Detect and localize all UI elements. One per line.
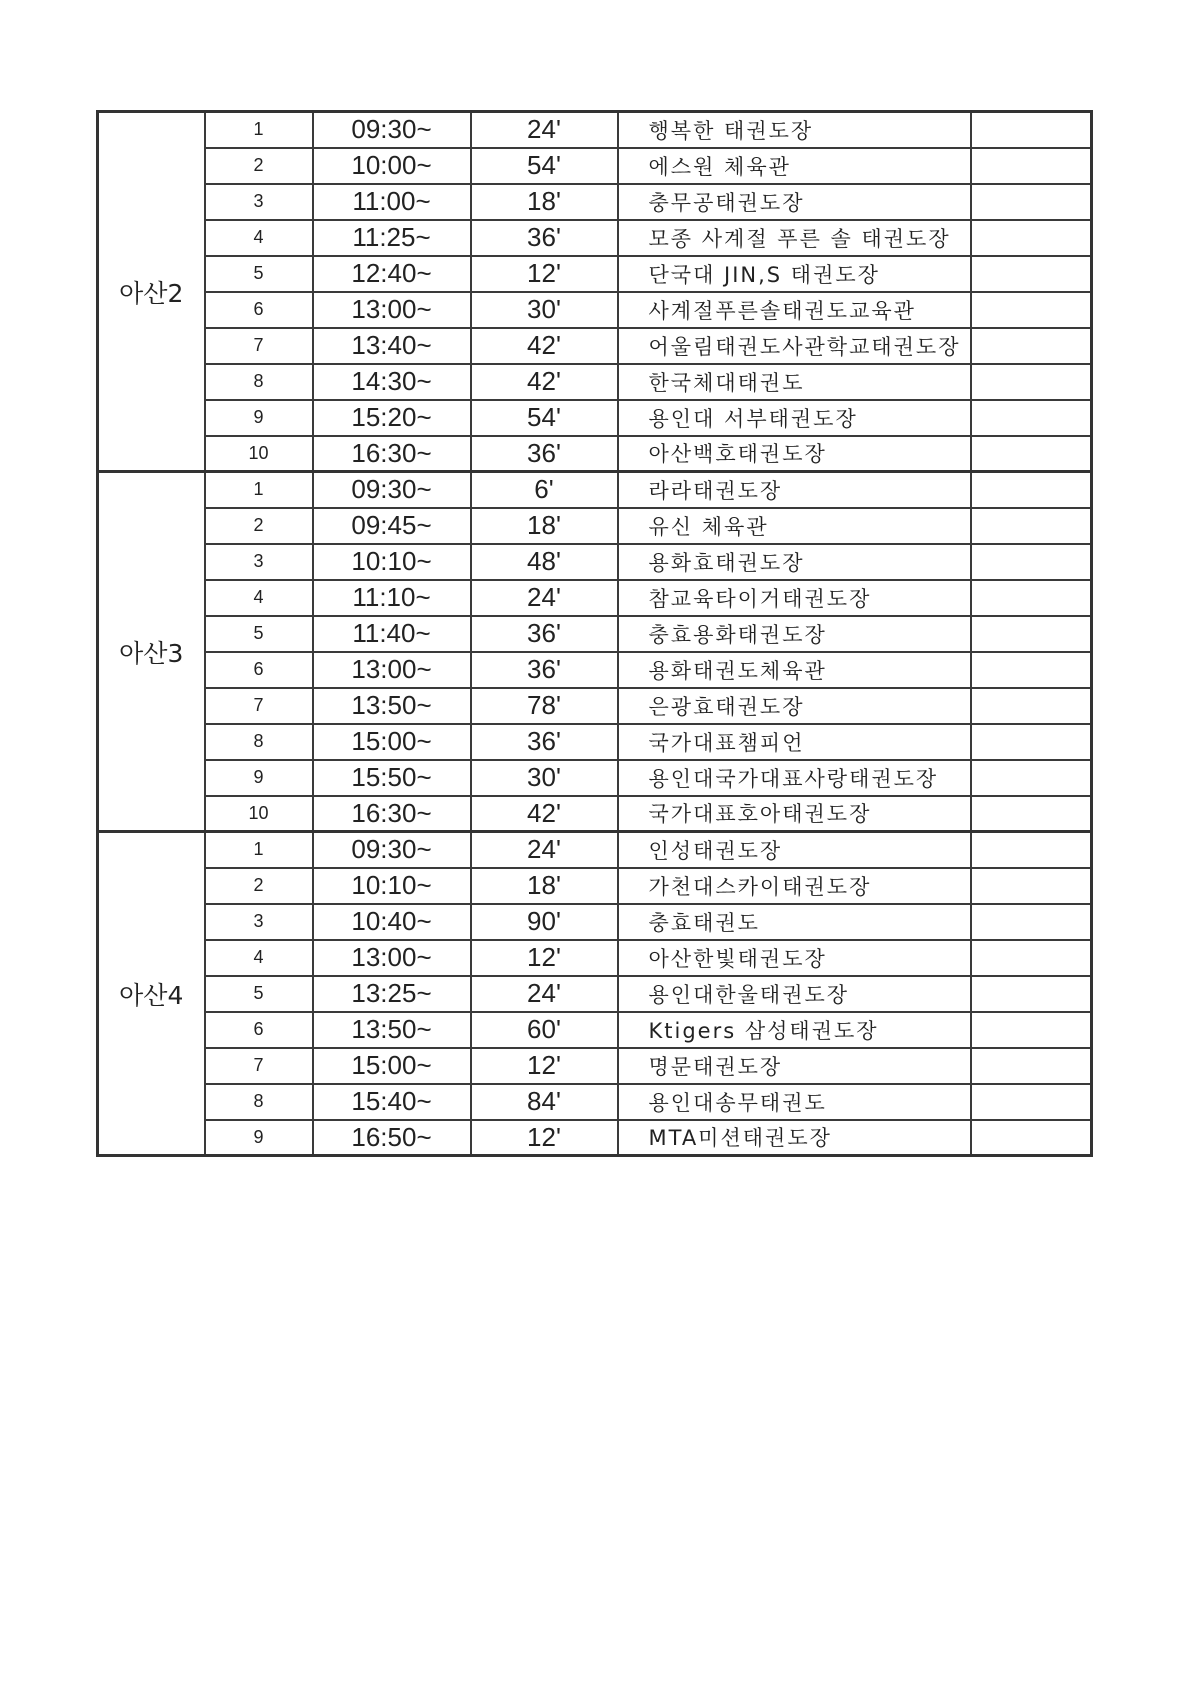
duration: 42' <box>471 796 618 832</box>
table-row <box>98 688 1092 724</box>
start-time: 09:30~ <box>313 472 471 508</box>
table-row <box>98 508 1092 544</box>
start-time: 13:50~ <box>313 1012 471 1048</box>
entry-number: 5 <box>205 616 313 652</box>
dojang-name: 행복한 태권도장 <box>618 112 971 148</box>
duration: 12' <box>471 940 618 976</box>
dojang-name: MTA미션태권도장 <box>618 1120 971 1156</box>
dojang-name: 단국대 JIN,S 태권도장 <box>618 256 971 292</box>
entry-number: 2 <box>205 868 313 904</box>
table-row <box>98 436 1092 472</box>
duration: 54' <box>471 400 618 436</box>
table-row <box>98 112 1092 148</box>
dojang-name: 용화태권도체육관 <box>618 652 971 688</box>
dojang-name: 사계절푸른솔태권도교육관 <box>618 292 971 328</box>
note-cell <box>971 220 1092 256</box>
entry-number: 8 <box>205 724 313 760</box>
dojang-name: 아산한빛태권도장 <box>618 940 971 976</box>
table-row <box>98 328 1092 364</box>
dojang-name: 유신 체육관 <box>618 508 971 544</box>
table-row <box>98 652 1092 688</box>
start-time: 13:00~ <box>313 292 471 328</box>
entry-number: 1 <box>205 472 313 508</box>
note-cell <box>971 616 1092 652</box>
start-time: 13:50~ <box>313 688 471 724</box>
note-cell <box>971 976 1092 1012</box>
dojang-name: 가천대스카이태권도장 <box>618 868 971 904</box>
start-time: 12:40~ <box>313 256 471 292</box>
duration: 30' <box>471 292 618 328</box>
duration: 12' <box>471 1048 618 1084</box>
entry-number: 3 <box>205 184 313 220</box>
entry-number: 6 <box>205 292 313 328</box>
duration: 24' <box>471 832 618 868</box>
dojang-name: 용인대 서부태권도장 <box>618 400 971 436</box>
dojang-name: 어울림태권도사관학교태권도장 <box>618 328 971 364</box>
table-row <box>98 1120 1092 1156</box>
table-row <box>98 148 1092 184</box>
start-time: 16:50~ <box>313 1120 471 1156</box>
duration: 18' <box>471 184 618 220</box>
start-time: 10:10~ <box>313 868 471 904</box>
duration: 42' <box>471 364 618 400</box>
note-cell <box>971 652 1092 688</box>
note-cell <box>971 544 1092 580</box>
duration: 36' <box>471 724 618 760</box>
note-cell <box>971 688 1092 724</box>
entry-number: 7 <box>205 1048 313 1084</box>
start-time: 16:30~ <box>313 796 471 832</box>
dojang-name: 에스원 체육관 <box>618 148 971 184</box>
duration: 60' <box>471 1012 618 1048</box>
group-label: 아산4 <box>98 832 205 1156</box>
table-row <box>98 364 1092 400</box>
start-time: 16:30~ <box>313 436 471 472</box>
start-time: 13:40~ <box>313 328 471 364</box>
start-time: 10:00~ <box>313 148 471 184</box>
start-time: 10:40~ <box>313 904 471 940</box>
entry-number: 4 <box>205 220 313 256</box>
dojang-name: 라라태권도장 <box>618 472 971 508</box>
entry-number: 9 <box>205 400 313 436</box>
note-cell <box>971 328 1092 364</box>
note-cell <box>971 1120 1092 1156</box>
duration: 24' <box>471 580 618 616</box>
note-cell <box>971 256 1092 292</box>
dojang-name: 용인대송무태권도 <box>618 1084 971 1120</box>
start-time: 15:20~ <box>313 400 471 436</box>
dojang-name: 국가대표챔피언 <box>618 724 971 760</box>
dojang-name: 은광효태권도장 <box>618 688 971 724</box>
start-time: 13:25~ <box>313 976 471 1012</box>
entry-number: 6 <box>205 1012 313 1048</box>
entry-number: 7 <box>205 328 313 364</box>
note-cell <box>971 508 1092 544</box>
entry-number: 3 <box>205 544 313 580</box>
table-row <box>98 832 1092 868</box>
note-cell <box>971 1012 1092 1048</box>
note-cell <box>971 472 1092 508</box>
entry-number: 7 <box>205 688 313 724</box>
table-row <box>98 580 1092 616</box>
entry-number: 4 <box>205 940 313 976</box>
entry-number: 2 <box>205 148 313 184</box>
duration: 90' <box>471 904 618 940</box>
table-row <box>98 976 1092 1012</box>
start-time: 11:40~ <box>313 616 471 652</box>
duration: 42' <box>471 328 618 364</box>
note-cell <box>971 292 1092 328</box>
start-time: 15:00~ <box>313 1048 471 1084</box>
table-row <box>98 1084 1092 1120</box>
entry-number: 10 <box>205 436 313 472</box>
start-time: 09:30~ <box>313 112 471 148</box>
dojang-name: 충무공태권도장 <box>618 184 971 220</box>
duration: 48' <box>471 544 618 580</box>
dojang-name: 모종 사계절 푸른 솔 태권도장 <box>618 220 971 256</box>
note-cell <box>971 580 1092 616</box>
dojang-name: 용인대국가대표사랑태권도장 <box>618 760 971 796</box>
table-row <box>98 400 1092 436</box>
entry-number: 2 <box>205 508 313 544</box>
entry-number: 5 <box>205 976 313 1012</box>
dojang-name: 명문태권도장 <box>618 1048 971 1084</box>
table-row <box>98 472 1092 508</box>
start-time: 13:00~ <box>313 652 471 688</box>
duration: 36' <box>471 616 618 652</box>
note-cell <box>971 832 1092 868</box>
note-cell <box>971 436 1092 472</box>
dojang-name: 용인대한울태권도장 <box>618 976 971 1012</box>
note-cell <box>971 940 1092 976</box>
dojang-name: 한국체대태권도 <box>618 364 971 400</box>
start-time: 11:00~ <box>313 184 471 220</box>
start-time: 15:40~ <box>313 1084 471 1120</box>
start-time: 11:10~ <box>313 580 471 616</box>
entry-number: 1 <box>205 832 313 868</box>
duration: 54' <box>471 148 618 184</box>
table-row <box>98 760 1092 796</box>
duration: 36' <box>471 652 618 688</box>
entry-number: 3 <box>205 904 313 940</box>
dojang-name: 용화효태권도장 <box>618 544 971 580</box>
duration: 36' <box>471 220 618 256</box>
table-row <box>98 256 1092 292</box>
table-row <box>98 796 1092 832</box>
duration: 12' <box>471 1120 618 1156</box>
duration: 30' <box>471 760 618 796</box>
entry-number: 9 <box>205 760 313 796</box>
start-time: 09:30~ <box>313 832 471 868</box>
start-time: 14:30~ <box>313 364 471 400</box>
note-cell <box>971 364 1092 400</box>
start-time: 15:00~ <box>313 724 471 760</box>
group-label: 아산2 <box>98 112 205 472</box>
table-row <box>98 1048 1092 1084</box>
table-row <box>98 184 1092 220</box>
start-time: 15:50~ <box>313 760 471 796</box>
dojang-name: 인성태권도장 <box>618 832 971 868</box>
dojang-name: Ktigers 삼성태권도장 <box>618 1012 971 1048</box>
note-cell <box>971 184 1092 220</box>
table-row <box>98 724 1092 760</box>
note-cell <box>971 904 1092 940</box>
dojang-name: 충효용화태권도장 <box>618 616 971 652</box>
table-row <box>98 1012 1092 1048</box>
entry-number: 8 <box>205 1084 313 1120</box>
duration: 24' <box>471 112 618 148</box>
entry-number: 10 <box>205 796 313 832</box>
dojang-name: 아산백호태권도장 <box>618 436 971 472</box>
table-row <box>98 940 1092 976</box>
group-label: 아산3 <box>98 472 205 832</box>
duration: 84' <box>471 1084 618 1120</box>
note-cell <box>971 796 1092 832</box>
note-cell <box>971 724 1092 760</box>
note-cell <box>971 868 1092 904</box>
entry-number: 8 <box>205 364 313 400</box>
note-cell <box>971 112 1092 148</box>
schedule-body <box>98 112 1092 1156</box>
table-row <box>98 868 1092 904</box>
dojang-name: 국가대표호아태권도장 <box>618 796 971 832</box>
duration: 36' <box>471 436 618 472</box>
note-cell <box>971 400 1092 436</box>
duration: 6' <box>471 472 618 508</box>
start-time: 13:00~ <box>313 940 471 976</box>
entry-number: 6 <box>205 652 313 688</box>
note-cell <box>971 1084 1092 1120</box>
table-row <box>98 292 1092 328</box>
duration: 12' <box>471 256 618 292</box>
start-time: 11:25~ <box>313 220 471 256</box>
duration: 78' <box>471 688 618 724</box>
duration: 18' <box>471 868 618 904</box>
entry-number: 1 <box>205 112 313 148</box>
table-row <box>98 544 1092 580</box>
note-cell <box>971 148 1092 184</box>
note-cell <box>971 1048 1092 1084</box>
duration: 18' <box>471 508 618 544</box>
table-row <box>98 904 1092 940</box>
dojang-name: 참교육타이거태권도장 <box>618 580 971 616</box>
duration: 24' <box>471 976 618 1012</box>
entry-number: 4 <box>205 580 313 616</box>
table-row <box>98 616 1092 652</box>
note-cell <box>971 760 1092 796</box>
entry-number: 9 <box>205 1120 313 1156</box>
table-row <box>98 220 1092 256</box>
schedule-table <box>96 110 1093 1157</box>
entry-number: 5 <box>205 256 313 292</box>
start-time: 10:10~ <box>313 544 471 580</box>
start-time: 09:45~ <box>313 508 471 544</box>
dojang-name: 충효태권도 <box>618 904 971 940</box>
